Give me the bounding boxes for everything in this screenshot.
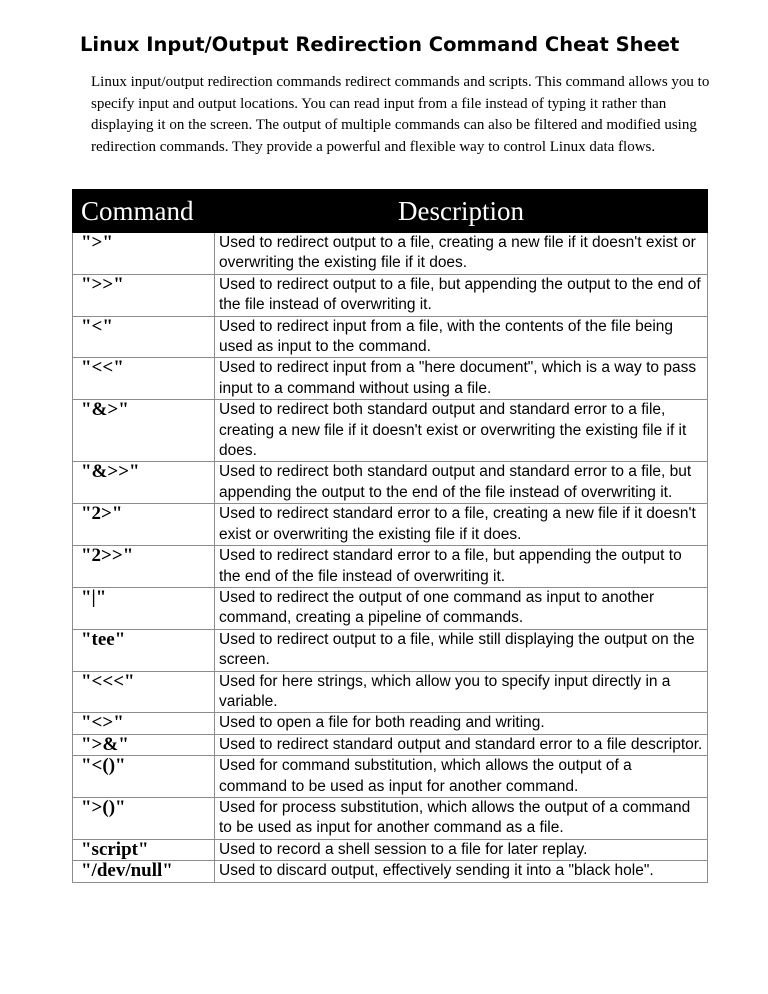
command-cell: "<>" <box>73 713 215 734</box>
command-cell: ">" <box>73 233 215 275</box>
table-row <box>73 734 708 755</box>
command-cell: "<<<" <box>73 671 215 713</box>
description-cell: Used to redirect input from a "here document", which is a way to pass input to a command without using a file. <box>215 358 708 400</box>
table-row <box>73 629 708 671</box>
command-cell: "/dev/null" <box>73 861 215 882</box>
command-cell: "&>>" <box>73 462 215 504</box>
table-row <box>73 839 708 860</box>
table-row <box>73 546 708 588</box>
table-row <box>73 756 708 798</box>
table-header <box>73 190 708 233</box>
table-row <box>73 713 708 734</box>
description-cell: Used to redirect standard error to a file, creating a new file if it doesn't exist or overwriting the existing file if it does. <box>215 504 708 546</box>
description-cell: Used to redirect the output of one command as input to another command, creating a pipeline of commands. <box>215 587 708 629</box>
table-row <box>73 316 708 358</box>
description-cell: Used to redirect standard error to a file, but appending the output to the end of the file instead of overwriting it. <box>215 546 708 588</box>
table-row <box>73 400 708 462</box>
description-cell: Used to redirect both standard output and standard error to a file, but appending the output to the end of the file instead of overwriting it. <box>215 462 708 504</box>
command-cell: "<" <box>73 316 215 358</box>
description-cell: Used to redirect output to a file, while still displaying the output on the screen. <box>215 629 708 671</box>
table-row <box>73 861 708 882</box>
description-cell: Used for here strings, which allow you to specify input directly in a variable. <box>215 671 708 713</box>
table-row <box>73 797 708 839</box>
header-command: Command <box>73 190 215 233</box>
command-cell: "<<" <box>73 358 215 400</box>
table-body <box>73 233 708 883</box>
description-cell: Used for process substitution, which allows the output of a command to be used as input for another command as a file. <box>215 797 708 839</box>
table-row <box>73 233 708 275</box>
command-cell: ">>" <box>73 274 215 316</box>
description-cell: Used to redirect both standard output and standard error to a file, creating a new file if it doesn't exist or overwriting the existing file if it does. <box>215 400 708 462</box>
command-cell: "&>" <box>73 400 215 462</box>
description-cell: Used to record a shell session to a file for later replay. <box>215 839 708 860</box>
table-row <box>73 462 708 504</box>
command-cell: ">&" <box>73 734 215 755</box>
command-cell: "2>>" <box>73 546 215 588</box>
command-cell: "|" <box>73 587 215 629</box>
table-row <box>73 504 708 546</box>
intro-paragraph: Linux input/output redirection commands redirect commands and scripts. This command allows you to specify input and output locations. You can read input from a file instead of typing it rather than displaying it on the screen. The output of multiple commands can also be filtered and modified using redirection commands. They provide a powerful and flexible way to control Linux data flows. <box>91 74 710 155</box>
description-cell: Used for command substitution, which allows the output of a command to be used as input for another command. <box>215 756 708 798</box>
table-row <box>73 274 708 316</box>
description-cell: Used to redirect standard output and standard error to a file descriptor. <box>215 734 708 755</box>
description-cell: Used to discard output, effectively sending it into a "black hole". <box>215 861 708 882</box>
table-row <box>73 587 708 629</box>
table-row <box>73 671 708 713</box>
cheat-sheet-table <box>72 189 708 883</box>
description-cell: Used to open a file for both reading and writing. <box>215 713 708 734</box>
command-cell: "2>" <box>73 504 215 546</box>
table-header-row <box>73 190 708 233</box>
description-cell: Used to redirect input from a file, with the contents of the file being used as input to the command. <box>215 316 708 358</box>
description-cell: Used to redirect output to a file, creating a new file if it doesn't exist or overwriting the existing file if it does. <box>215 233 708 275</box>
command-cell: ">()" <box>73 797 215 839</box>
header-description: Description <box>215 190 708 233</box>
description-cell: Used to redirect output to a file, but appending the output to the end of the file instead of overwriting it. <box>215 274 708 316</box>
command-cell: "<()" <box>73 756 215 798</box>
command-cell: "script" <box>73 839 215 860</box>
command-cell: "tee" <box>73 629 215 671</box>
page-title: Linux Input/Output Redirection Command Cheat Sheet <box>80 33 680 56</box>
table-row <box>73 358 708 400</box>
